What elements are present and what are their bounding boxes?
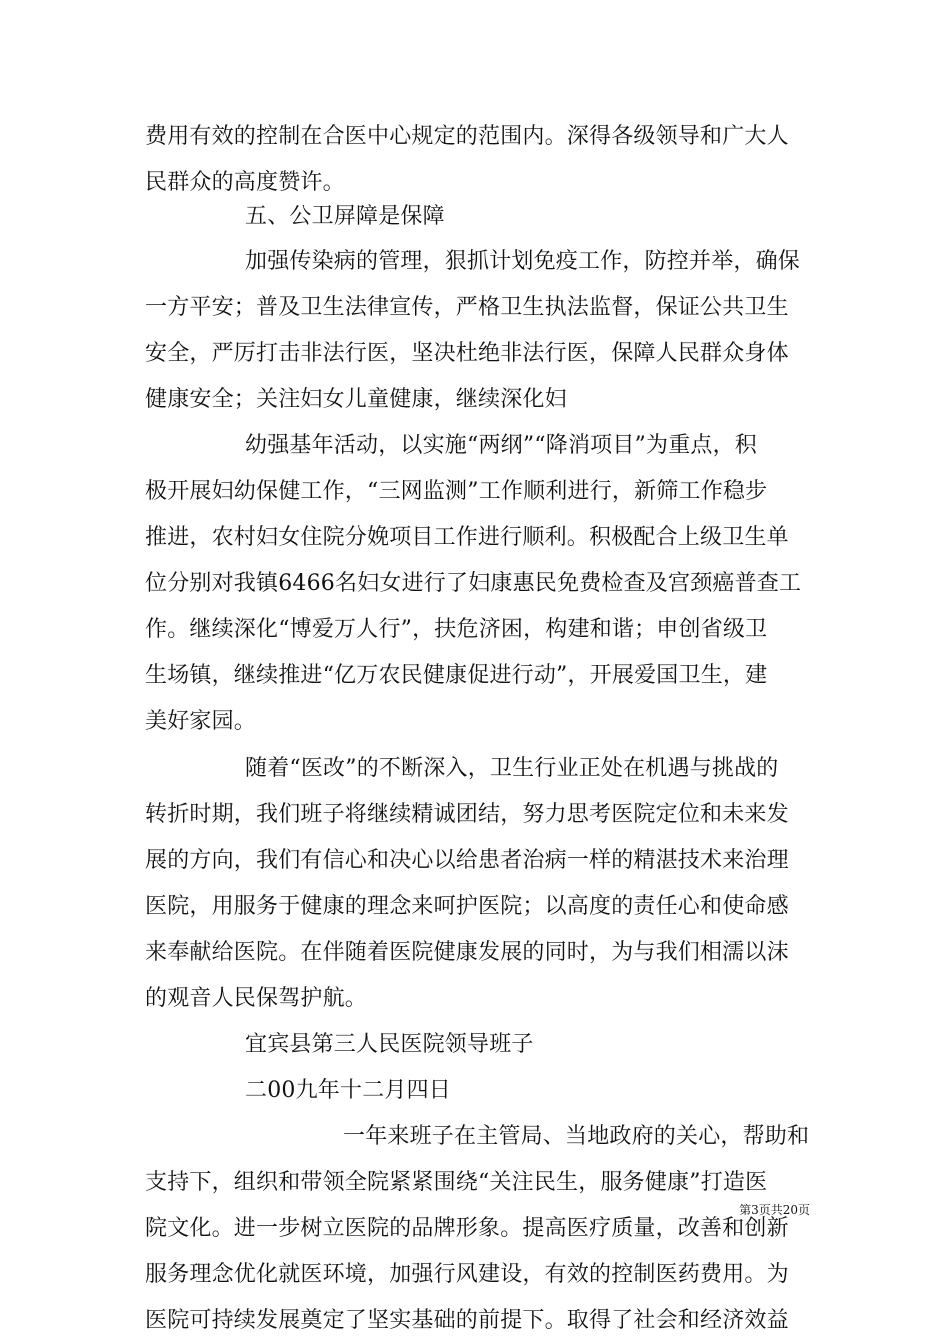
- text-line: 加强传染病的管理，狠抓计划免疫工作，防控并举，确保: [245, 249, 801, 274]
- signature-organization: 宜宾县第三人民医院领导班子: [245, 1032, 534, 1057]
- text-line: 极开展妇幼保健工作，“三网监测”工作顺利进行，新筛工作稳步: [145, 479, 768, 504]
- signature-date: 二00九年十二月四日: [245, 1078, 451, 1103]
- text-line: 民群众的高度赞许。: [145, 170, 345, 195]
- text-line: 生场镇，继续推进“亿万农民健康促进行动”，开展爱国卫生，建: [145, 663, 768, 688]
- page-number: 第3页共20页: [739, 1203, 810, 1217]
- section-heading: 五、公卫屏障是保障: [245, 204, 445, 229]
- text-line: 位分别对我镇6466名妇女进行了妇康惠民免费检查及宫颈癌普查工: [145, 571, 802, 596]
- text-line: 医院可持续发展奠定了坚实基础的前提下。取得了社会和经济效益: [145, 1308, 789, 1333]
- text-line: 医院，用服务于健康的理念来呵护医院；以高度的责任心和使命感: [145, 894, 789, 919]
- text-line: 推进，农村妇女住院分娩项目工作进行顺利。积极配合上级卫生单: [145, 525, 789, 550]
- text-line: 服务理念优化就医环境，加强行风建设，有效的控制医药费用。为: [145, 1262, 789, 1287]
- text-line: 院文化。进一步树立医院的品牌形象。提高医疗质量，改善和创新: [145, 1216, 789, 1241]
- text-line: 转折时期，我们班子将继续精诚团结，努力思考医院定位和未来发: [145, 802, 789, 827]
- text-line: 随着“医改”的不断深入，卫生行业正处在机遇与挑战的: [245, 756, 779, 781]
- text-line: 展的方向，我们有信心和决心以给患者治病一样的精湛技术来治理: [145, 848, 789, 873]
- text-line: 的观音人民保驾护航。: [145, 986, 368, 1011]
- text-line: 幼强基年活动，以实施“两纲”“降消项目”为重点，积: [245, 433, 757, 458]
- text-line: 美好家园。: [145, 709, 257, 734]
- text-line: 作。继续深化“博爱万人行”，扶危济困，构建和谐；申创省级卫: [145, 617, 768, 642]
- text-line: 支持下，组织和带领全院紧紧围绕“关注民生，服务健康”打造医: [145, 1170, 768, 1195]
- text-line: 健康安全；关注妇女儿童健康，继续深化妇: [145, 387, 567, 412]
- text-line: 一年来班子在主管局、当地政府的关心，帮助和: [343, 1124, 810, 1149]
- text-line: 费用有效的控制在合医中心规定的范围内。深得各级领导和广大人: [145, 124, 789, 149]
- text-line: 安全，严厉打击非法行医，坚决杜绝非法行医，保障人民群众身体: [145, 341, 789, 366]
- text-line: 来奉献给医院。在伴随着医院健康发展的同时，为与我们相濡以沫: [145, 940, 789, 965]
- text-line: 一方平安；普及卫生法律宣传，严格卫生执法监督，保证公共卫生: [145, 295, 789, 320]
